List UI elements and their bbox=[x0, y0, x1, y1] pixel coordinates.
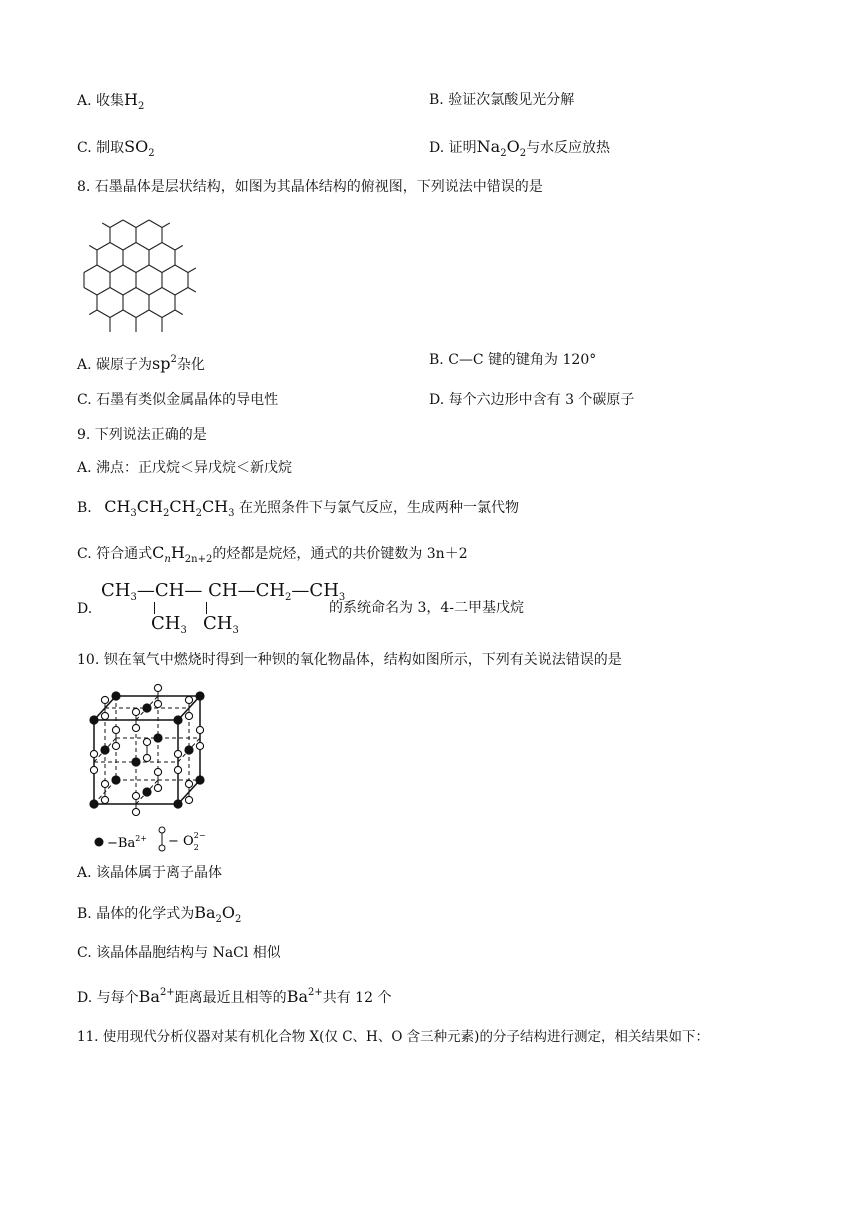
barium-ion bbox=[89, 799, 98, 808]
carbon-bond bbox=[84, 265, 97, 273]
barium-legend-icon bbox=[95, 838, 104, 847]
graphite-structure-figure bbox=[78, 216, 198, 332]
oxygen-atom bbox=[185, 780, 192, 787]
main-chain: $CH_3—CH—$ $CH—CH_2—CH_3$ bbox=[101, 580, 346, 603]
carbon-bond bbox=[123, 220, 136, 228]
q7-option-d: D. 证明$Na_2O_2$与水反应放热 bbox=[429, 137, 611, 159]
barium-ion bbox=[195, 775, 204, 784]
carbon-bond bbox=[149, 310, 162, 318]
legend bbox=[95, 827, 206, 852]
barium-ion bbox=[111, 691, 120, 700]
oxygen-atom bbox=[132, 724, 139, 731]
carbon-bond bbox=[149, 288, 162, 296]
barium-ion bbox=[142, 787, 151, 796]
oxygen-atom bbox=[185, 796, 192, 803]
oxygen-atom bbox=[112, 742, 119, 749]
barium-ion bbox=[153, 733, 162, 742]
barium-ion bbox=[100, 745, 109, 754]
carbon-bond bbox=[97, 288, 110, 296]
oxygen-atom bbox=[154, 684, 161, 691]
carbon-bond bbox=[110, 220, 123, 228]
oxygen-atom bbox=[112, 726, 119, 733]
carbon-bond bbox=[123, 288, 136, 296]
carbon-bond bbox=[149, 243, 162, 251]
carbon-bond bbox=[162, 265, 175, 273]
barium-peroxide-unit-cell-figure bbox=[80, 680, 220, 852]
oxygen-atom bbox=[132, 708, 139, 715]
oxygen-atom bbox=[185, 696, 192, 703]
oxygen-atom bbox=[196, 726, 203, 733]
oxygen-atom bbox=[132, 808, 139, 815]
q7-option-a: A. 收集$H_2$ bbox=[77, 90, 145, 112]
carbon-bond bbox=[136, 265, 149, 273]
dangling-bond bbox=[188, 268, 196, 273]
oxygen-atom bbox=[154, 768, 161, 775]
q7-option-b: B. 验证次氯酸见光分解 bbox=[429, 92, 575, 108]
dangling-bond bbox=[89, 310, 97, 315]
oxygen-atom bbox=[154, 784, 161, 791]
oxygen-atom bbox=[101, 796, 108, 803]
q9-option-c: C. 符合通式$C_nH_{2n+2}$的烃都是烷烃，通式的共价键数为 3n＋2 bbox=[77, 543, 468, 565]
carbon-bond bbox=[175, 288, 188, 296]
carbon-bond bbox=[136, 310, 149, 318]
q9-option-d-text: 的系统命名为 3，4-二甲基戊烷 bbox=[329, 600, 524, 616]
q8-option-b: B. C—C 键的键角为 120° bbox=[429, 352, 597, 368]
dangling-bond bbox=[175, 246, 183, 251]
oxygen-atom bbox=[143, 754, 150, 761]
carbon-bond bbox=[162, 310, 175, 318]
barium-ion bbox=[184, 745, 193, 754]
carbon-bond bbox=[136, 220, 149, 228]
legend-ba-label: $-Ba^{2+}$ bbox=[107, 834, 148, 851]
oxygen-atom bbox=[174, 750, 181, 757]
q10-option-b: B. 晶体的化学式为$Ba_2O_2$ bbox=[77, 903, 242, 925]
legend-o-label: − $O_22-$ bbox=[168, 831, 206, 852]
q8-stem: 8. 石墨晶体是层状结构，如图为其晶体结构的俯视图，下列说法中错误的是 bbox=[77, 179, 543, 195]
q10-stem: 10. 钡在氧气中燃烧时得到一种钡的氧化物晶体，结构如图所示，下列有关说法错误的是 bbox=[77, 652, 622, 668]
barium-ion bbox=[142, 703, 151, 712]
carbon-bond bbox=[136, 288, 149, 296]
q8-option-c: C. 石墨有类似金属晶体的导电性 bbox=[77, 392, 279, 408]
oxygen-atom bbox=[90, 750, 97, 757]
carbon-bond bbox=[136, 243, 149, 251]
q7-option-c: C. 制取$SO_2$ bbox=[77, 137, 155, 159]
q10-option-c: C. 该晶体晶胞结构与 NaCl 相似 bbox=[77, 945, 281, 961]
carbon-bond bbox=[110, 243, 123, 251]
q8-option-d: D. 每个六边形中含有 3 个碳原子 bbox=[429, 392, 635, 408]
dimethylpentane-structure bbox=[101, 580, 346, 636]
barium-ion bbox=[173, 799, 182, 808]
carbon-bond bbox=[110, 288, 123, 296]
carbon-bond bbox=[97, 265, 110, 273]
carbon-bond bbox=[123, 243, 136, 251]
carbon-bond bbox=[162, 288, 175, 296]
butane-formula: $CH_3CH_2CH_2CH_3$ bbox=[104, 497, 235, 519]
barium-ion bbox=[195, 691, 204, 700]
q9-stem: 9. 下列说法正确的是 bbox=[77, 427, 207, 443]
q9-option-a: A. 沸点：正戊烷＜异戊烷＜新戊烷 bbox=[77, 460, 293, 476]
carbon-bond bbox=[84, 288, 97, 296]
oxygen-atom bbox=[174, 766, 181, 773]
dangling-bond bbox=[89, 246, 97, 251]
dangling-bond bbox=[175, 310, 183, 315]
peroxide-legend-icon bbox=[159, 827, 165, 833]
carbon-bond bbox=[97, 310, 110, 318]
q11-stem: 11. 使用现代分析仪器对某有机化合物 X(仅 C、H、O 含三种元素)的分子结构进行测定，相关结果如下： bbox=[77, 1029, 709, 1045]
carbon-bond bbox=[110, 265, 123, 273]
carbon-bond bbox=[97, 243, 110, 251]
barium-ion bbox=[173, 715, 182, 724]
oxygen-atom bbox=[196, 742, 203, 749]
barium-ion bbox=[111, 775, 120, 784]
q10-option-a: A. 该晶体属于离子晶体 bbox=[77, 865, 223, 881]
dangling-bond bbox=[162, 223, 170, 228]
q10-option-d: D. 与每个$Ba^{2+}$距离最近且相等的$Ba^{2+}$共有 12 个 bbox=[77, 987, 392, 1006]
oxygen-atom bbox=[101, 696, 108, 703]
carbon-bond bbox=[123, 265, 136, 273]
oxygen-atom bbox=[185, 712, 192, 719]
dangling-bond bbox=[102, 223, 110, 228]
q9-option-b: B. $CH_3CH_2CH_2CH_3$ 在光照条件下与氯气反应，生成两种一氯代物 bbox=[77, 497, 519, 519]
oxygen-atom bbox=[101, 712, 108, 719]
oxygen-atom bbox=[154, 700, 161, 707]
carbon-bond bbox=[110, 310, 123, 318]
carbon-bond bbox=[149, 265, 162, 273]
oxygen-atom bbox=[143, 738, 150, 745]
carbon-bond bbox=[175, 265, 188, 273]
q9-option-d-label: D. bbox=[77, 601, 93, 617]
oxygen-atom bbox=[132, 792, 139, 799]
branch-methyl-2: $CH_3$ bbox=[203, 613, 239, 636]
oxygen-atom bbox=[101, 780, 108, 787]
carbon-bond bbox=[162, 243, 175, 251]
carbon-bond bbox=[123, 310, 136, 318]
barium-ion bbox=[131, 757, 140, 766]
oxygen-atom bbox=[90, 766, 97, 773]
dangling-bond bbox=[188, 288, 196, 293]
barium-ion bbox=[89, 715, 98, 724]
carbon-bond bbox=[149, 220, 162, 228]
branch-methyl-1: $CH_3$ bbox=[151, 613, 187, 636]
q8-option-a: A. 碳原子为$sp^2$杂化 bbox=[77, 354, 205, 373]
